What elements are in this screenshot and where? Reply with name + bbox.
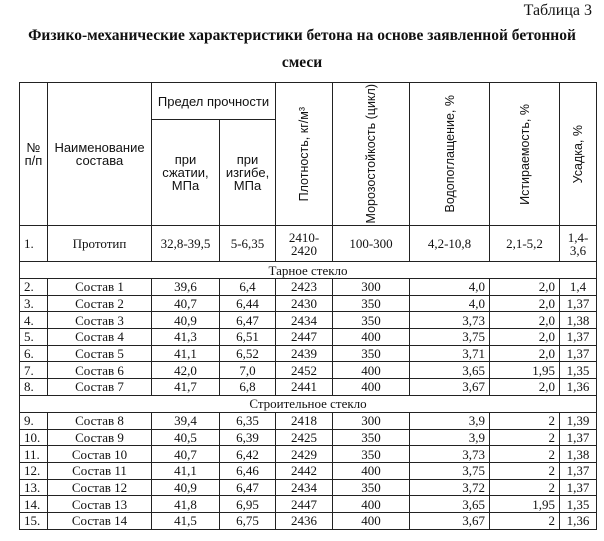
cell-bending: 6,42 [220,446,276,463]
cell-density: 2447 [276,329,333,346]
cell-frost: 300 [333,412,410,429]
header-bending: при изгибе, МПа [220,120,276,226]
cell-abrasion: 2,0 [490,329,560,346]
table-row [20,429,597,446]
cell-num: 8. [20,379,48,396]
cell-frost: 400 [333,379,410,396]
table-row [20,412,597,429]
cell-shrinkage: 1,37 [560,429,597,446]
cell-shrinkage: 1,36 [560,379,597,396]
cell-compression: 39,4 [152,412,220,429]
cell-shrinkage: 1,35 [560,496,597,513]
cell-name: Состав 7 [48,379,152,396]
cell-name: Состав 5 [48,345,152,362]
cell-density: 2434 [276,312,333,329]
prototype-water: 4,2-10,8 [410,226,490,262]
cell-bending: 6,75 [220,512,276,529]
cell-frost: 350 [333,345,410,362]
table-row [20,279,597,296]
cell-num: 9. [20,412,48,429]
cell-water: 3,67 [410,379,490,396]
table-row [20,512,597,529]
cell-density: 2429 [276,446,333,463]
cell-shrinkage: 1,38 [560,312,597,329]
cell-bending: 6,51 [220,329,276,346]
table-row [20,312,597,329]
cell-density: 2434 [276,479,333,496]
cell-density: 2425 [276,429,333,446]
cell-name: Состав 8 [48,412,152,429]
cell-name: Состав 10 [48,446,152,463]
cell-num: 5. [20,329,48,346]
cell-shrinkage: 1,37 [560,295,597,312]
cell-bending: 6,47 [220,312,276,329]
cell-abrasion: 2,0 [490,345,560,362]
cell-compression: 40,9 [152,312,220,329]
cell-num: 10. [20,429,48,446]
header-frost [333,83,410,226]
section-title: Строительное стекло [20,395,597,412]
table-title-line-2: смеси [281,54,323,71]
cell-num: 2. [20,279,48,296]
cell-bending: 7,0 [220,362,276,379]
cell-bending: 6,35 [220,412,276,429]
header-water [410,83,490,226]
cell-density: 2442 [276,462,333,479]
cell-name: Состав 12 [48,479,152,496]
table-row [20,362,597,379]
header-strength-group: Предел прочности [152,83,276,120]
cell-water: 4,0 [410,279,490,296]
cell-frost: 300 [333,279,410,296]
cell-bending: 6,8 [220,379,276,396]
cell-abrasion: 1,95 [490,496,560,513]
cell-name: Состав 14 [48,512,152,529]
prototype-compression: 32,8-39,5 [152,226,220,262]
cell-abrasion: 2 [490,512,560,529]
cell-water: 3,9 [410,429,490,446]
cell-frost: 350 [333,312,410,329]
cell-frost: 400 [333,329,410,346]
section-title: Тарное стекло [20,262,597,279]
cell-water: 3,75 [410,329,490,346]
cell-shrinkage: 1,37 [560,479,597,496]
cell-density: 2439 [276,345,333,362]
table-row [20,295,597,312]
prototype-bending: 5-6,35 [220,226,276,262]
cell-water: 3,73 [410,312,490,329]
cell-density: 2447 [276,496,333,513]
cell-abrasion: 2,0 [490,379,560,396]
cell-frost: 350 [333,295,410,312]
cell-density: 2418 [276,412,333,429]
cell-shrinkage: 1,39 [560,412,597,429]
table-number-label: Таблица 3 [523,2,592,19]
cell-shrinkage: 1,38 [560,446,597,463]
table-row [20,345,597,362]
prototype-abrasion: 2,1-5,2 [490,226,560,262]
cell-frost: 350 [333,479,410,496]
cell-abrasion: 2 [490,479,560,496]
cell-density: 2452 [276,362,333,379]
cell-water: 4,0 [410,295,490,312]
cell-abrasion: 1,95 [490,362,560,379]
cell-bending: 6,52 [220,345,276,362]
prototype-frost: 100-300 [333,226,410,262]
cell-abrasion: 2 [490,412,560,429]
cell-frost: 350 [333,446,410,463]
cell-bending: 6,39 [220,429,276,446]
cell-water: 3,71 [410,345,490,362]
cell-compression: 41,1 [152,462,220,479]
header-shrinkage [560,83,597,226]
table-row [20,329,597,346]
cell-compression: 41,3 [152,329,220,346]
cell-shrinkage: 1,4 [560,279,597,296]
cell-compression: 41,8 [152,496,220,513]
cell-num: 15. [20,512,48,529]
header-num: № п/п [20,83,48,226]
header-density-text: Плотность, кг/м³ [297,106,311,202]
cell-water: 3,67 [410,512,490,529]
cell-density: 2430 [276,295,333,312]
table-row [20,496,597,513]
cell-compression: 40,7 [152,446,220,463]
cell-compression: 41,5 [152,512,220,529]
cell-compression: 41,1 [152,345,220,362]
table-row [20,462,597,479]
cell-shrinkage: 1,35 [560,362,597,379]
cell-num: 12. [20,462,48,479]
cell-density: 2441 [276,379,333,396]
cell-num: 6. [20,345,48,362]
cell-num: 7. [20,362,48,379]
table-row [20,479,597,496]
header-shrinkage-text: Усадка, % [571,124,585,184]
cell-bending: 6,47 [220,479,276,496]
cell-density: 2423 [276,279,333,296]
cell-compression: 39,6 [152,279,220,296]
cell-water: 3,65 [410,362,490,379]
cell-compression: 41,7 [152,379,220,396]
prototype-num: 1. [20,226,48,262]
header-water-text: Водопоглащение, % [442,95,457,213]
table-title-line-1: Физико-механические характеристики бетона на основе заявленной бетонной [28,27,576,44]
cell-density: 2436 [276,512,333,529]
cell-compression: 40,9 [152,479,220,496]
cell-water: 3,65 [410,496,490,513]
cell-compression: 42,0 [152,362,220,379]
cell-bending: 6,46 [220,462,276,479]
cell-frost: 400 [333,512,410,529]
cell-shrinkage: 1,37 [560,329,597,346]
cell-num: 3. [20,295,48,312]
cell-abrasion: 2 [490,429,560,446]
cell-compression: 40,5 [152,429,220,446]
table-row [20,446,597,463]
cell-name: Состав 1 [48,279,152,296]
header-abrasion-text: Истираемость, % [517,103,532,205]
cell-water: 3,72 [410,479,490,496]
cell-abrasion: 2,0 [490,279,560,296]
header-frost-text: Морозостойкость (цикл) [364,84,378,224]
cell-bending: 6,95 [220,496,276,513]
cell-name: Состав 4 [48,329,152,346]
cell-frost: 400 [333,496,410,513]
prototype-shrinkage: 1,4-3,6 [560,226,597,262]
cell-num: 14. [20,496,48,513]
cell-abrasion: 2,0 [490,312,560,329]
cell-num: 13. [20,479,48,496]
cell-abrasion: 2 [490,446,560,463]
cell-bending: 6,44 [220,295,276,312]
header-name: Наименование состава [48,83,152,226]
header-abrasion [490,83,560,226]
cell-name: Состав 11 [48,462,152,479]
cell-num: 4. [20,312,48,329]
table-row [20,379,597,396]
cell-water: 3,9 [410,412,490,429]
cell-frost: 350 [333,429,410,446]
section-header-row [20,262,597,279]
cell-abrasion: 2 [490,462,560,479]
cell-bending: 6,4 [220,279,276,296]
cell-name: Состав 3 [48,312,152,329]
cell-shrinkage: 1,37 [560,345,597,362]
cell-name: Состав 6 [48,362,152,379]
characteristics-table [19,82,597,530]
prototype-density: 2410-2420 [276,226,333,262]
cell-name: Состав 9 [48,429,152,446]
cell-frost: 400 [333,462,410,479]
prototype-row [20,226,597,262]
cell-name: Состав 2 [48,295,152,312]
section-header-row [20,395,597,412]
cell-abrasion: 2,0 [490,295,560,312]
cell-frost: 400 [333,362,410,379]
cell-name: Состав 13 [48,496,152,513]
cell-shrinkage: 1,36 [560,512,597,529]
cell-water: 3,73 [410,446,490,463]
cell-num: 11. [20,446,48,463]
cell-shrinkage: 1,37 [560,462,597,479]
cell-compression: 40,7 [152,295,220,312]
cell-water: 3,75 [410,462,490,479]
prototype-name: Прототип [48,226,152,262]
header-compression: при сжатии, МПа [152,120,220,226]
header-density [276,83,333,226]
